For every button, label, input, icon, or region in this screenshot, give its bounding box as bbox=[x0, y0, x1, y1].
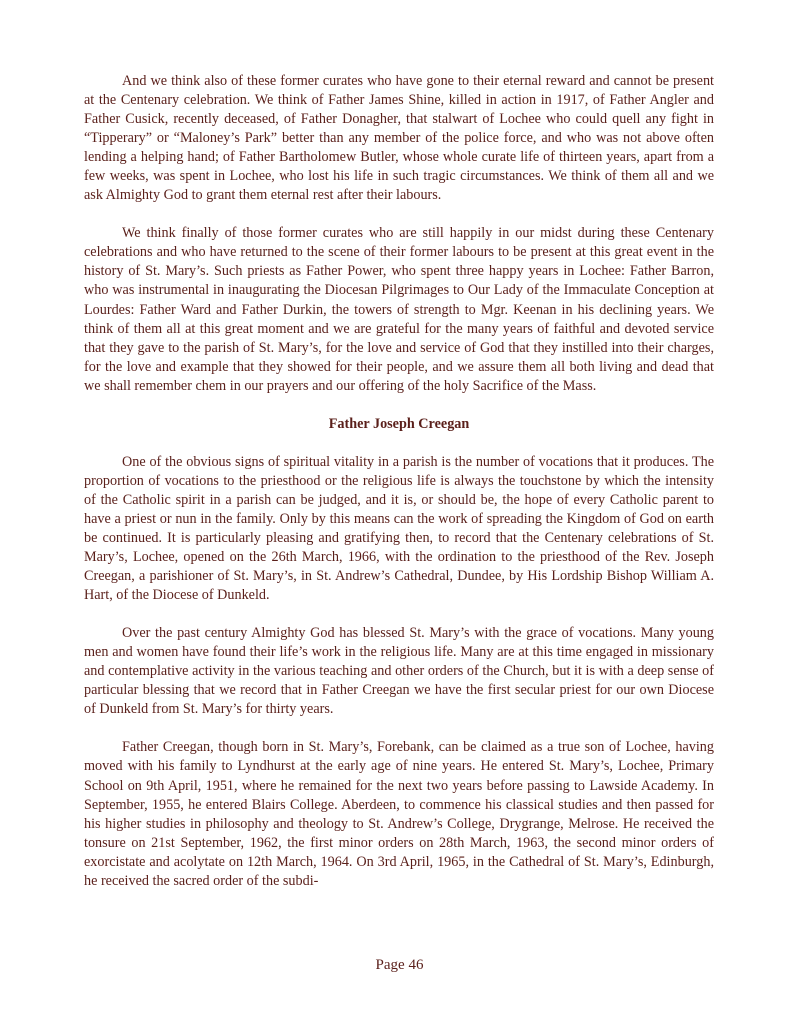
page-number: Page 46 bbox=[375, 957, 424, 973]
paragraph-former-curates-living: We think finally of those former curates who are still happily in our midst during these Centenary celebrations and who have returned to the scene of their former labours to be present at this great event in the history of St. Mary’s. Such priests as Father Power, who spent three happy years in Lochee: Father Barron, who was instrumental in inaugurating the Diocesan Pilgrimages to Our Lady of the Immaculate Conception at Lourdes: Father Ward and Father Durkin, the towers of strength to Mgr. Keenan in his declining years. We think of them all at this great moment and we are grateful for the many years of faithful and devoted service that they gave to the parish of St. Mary’s, for the love and service of God that they instilled into their charges, for the love and example that they showed for their people, and we assure them all both living and dead that we shall remember chem in our prayers and our offering of the holy Sacrifice of the Mass. bbox=[84, 225, 714, 394]
paragraph-former-curates-deceased: And we think also of these former curates who have gone to their eternal reward and cannot be present at the Centenary celebration. We think of Father James Shine, killed in action in 1917, of Father Angler and Father Cusick, recently deceased, of Father Donagher, that stalwart of Lochee who could quell any fight in “Tipperary” or “Maloney’s Park” better than any member of the police force, and who was not above often lending a helping hand; of Father Bartholomew Butler, whose whole curate life of thirteen years, apart from a few weeks, was spent in Lochee, who lost his life in such tragic circumstances. We think of them all and we ask Almighty God to grant them eternal rest after their labours. bbox=[84, 73, 714, 204]
paragraph-blessing: Over the past century Almighty God has blessed St. Mary’s with the grace of vocations. Many young men and women have found their life’s work in the religious life. Many are at this time engaged in missionary and contemplative activity in the various teaching and other orders of the Church, but it is with a deep sense of particular blessing that we record that in Father Creegan we have the first secular priest for our own Diocese of Dunkeld from St. Mary’s for thirty years. bbox=[84, 625, 714, 718]
section-heading: Father Joseph Creegan bbox=[328, 415, 470, 432]
paragraph-vocations: One of the obvious signs of spiritual vitality in a parish is the number of vocations that it produces. The proportion of vocations to the priesthood or the religious life is always the touchstone by which the intensity of the Catholic spirit in a parish can be judged, and it is, or should be, the hope of every Catholic parent to have a priest or nun in the family. Only by this means can the work of spreading the Kingdom of God on earth be continued. It is particularly pleasing and gratifying then, to record that the Centenary celebrations of St. Mary’s, Lochee, opened on the 26th March, 1966, with the ordination to the priesthood of the Rev. Joseph Creegan, a parishioner of St. Mary’s, in St. Andrew’s Cathedral, Dundee, by His Lordship Bishop William A. Hart, of the Diocese of Dunkeld. bbox=[84, 453, 714, 604]
page-body bbox=[84, 72, 714, 891]
paragraph-biography: Father Creegan, though born in St. Mary’s, Forebank, can be claimed as a true son of Lochee, having moved with his family to Lyndhurst at the early age of nine years. He entered St. Mary’s, Lochee, Primary School on 9th April, 1951, where he remained for the next two years before passing to Lawside Academy. In September, 1955, he entered Blairs College. Aberdeen, to commence his classical studies and then passed for his higher studies in philosophy and theology to St. Andrew’s College, Drygrange, Melrose. He received the tonsure on 21st September, 1962, the first minor orders on 28th March, 1963, the second minor orders of exorcistate and acolytate on 12th March, 1964. On 3rd April, 1965, in the Cathedral of St. Mary’s, Edinburgh, he received the sacred order of the subdi- bbox=[84, 739, 714, 889]
